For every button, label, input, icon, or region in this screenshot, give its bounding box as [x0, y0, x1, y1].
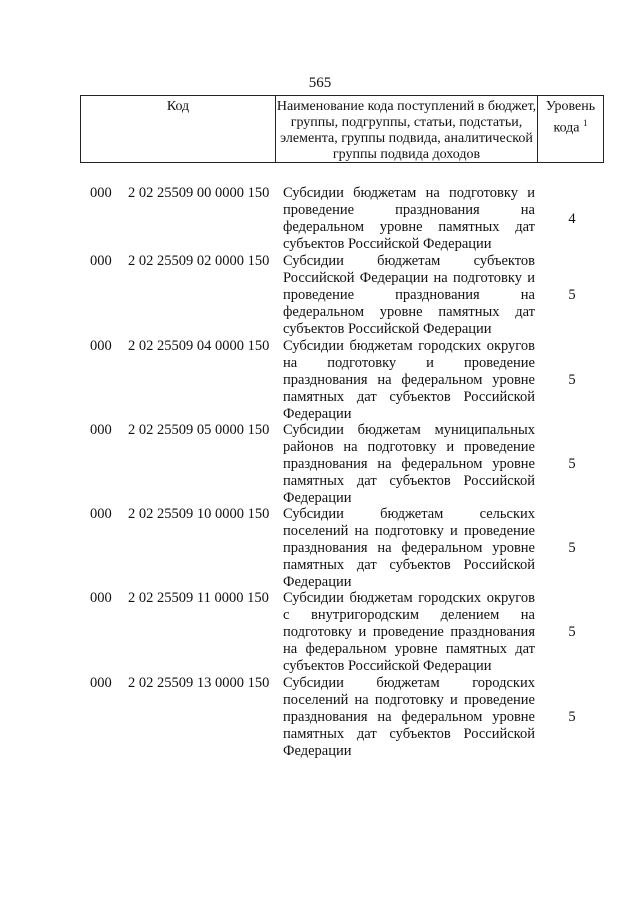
row-name: Субсидии бюджетам на подготовку и проведение празднования на федеральном уровне памятных дат субъектов Российской Федерации: [283, 185, 535, 252]
row-level: 5: [568, 709, 576, 725]
header-level-label: Уровень код: [545, 99, 596, 136]
header-code: Код: [81, 96, 276, 162]
row-code: 2 02 25509 00 0000 150: [128, 185, 270, 201]
row-code: 2 02 25509 05 0000 150: [128, 422, 270, 438]
page-number: 565: [308, 75, 332, 91]
row-level: 4: [568, 211, 576, 227]
row-code: 2 02 25509 10 0000 150: [128, 506, 270, 522]
row-name: Субсидии бюджетам субъектов Российской Федерации на подготовку и проведение празднования на федеральном уровне памятных дат субъектов Российской Федерации: [283, 253, 535, 337]
row-prefix: 000: [90, 675, 112, 691]
row-code: 2 02 25509 04 0000 150: [128, 338, 270, 354]
table-row: [0, 422, 640, 506]
row-prefix: 000: [90, 185, 112, 201]
row-prefix: 000: [90, 338, 112, 354]
row-prefix: 000: [90, 590, 112, 606]
row-level: 5: [568, 540, 576, 556]
row-prefix: 000: [90, 253, 112, 269]
header-level-footnote: 1: [583, 118, 588, 128]
row-prefix: 000: [90, 422, 112, 438]
row-name: Субсидии бюджетам сельских поселений на подготовку и проведение празднования на федеральном уровне памятных дат субъектов Российской Федерации: [283, 506, 535, 590]
header-name: Наименование кода поступлений в бюджет, группы, подгруппы, статьи, подстатьи, элемента, группы подвида, аналитической группы подвида доходов: [276, 96, 538, 162]
table-body: [0, 185, 640, 765]
row-code: 2 02 25509 13 0000 150: [128, 675, 270, 691]
row-level: 5: [568, 287, 576, 303]
table-row: [0, 506, 640, 590]
row-name: Субсидии бюджетам городских округов с внутригородским делением на подготовку и проведение празднования на федеральном уровне памятных дат субъектов Российской Федерации: [283, 590, 535, 674]
row-name: Субсидии бюджетам городских поселений на подготовку и проведение празднования на федеральном уровне памятных дат субъектов Российской Федерации: [283, 675, 535, 759]
table-row: [0, 590, 640, 675]
table-row: [0, 253, 640, 338]
table-row: [0, 338, 640, 422]
row-level: 5: [568, 372, 576, 388]
row-code: 2 02 25509 02 0000 150: [128, 253, 270, 269]
header-level: [538, 96, 603, 162]
row-level: 5: [568, 624, 576, 640]
table-row: [0, 185, 640, 253]
row-code: 2 02 25509 11 0000 150: [128, 590, 269, 606]
row-name: Субсидии бюджетам городских округов на подготовку и проведение празднования на федеральном уровне памятных дат субъектов Российской Федерации: [283, 338, 535, 422]
table-header: [80, 95, 604, 163]
row-level: 5: [568, 456, 576, 472]
row-prefix: 000: [90, 506, 112, 522]
table-row: [0, 675, 640, 765]
row-name: Субсидии бюджетам муниципальных районов на подготовку и проведение празднования на федеральном уровне памятных дат субъектов Российской Федерации: [283, 422, 535, 506]
header-level-suffix: а: [573, 120, 580, 136]
